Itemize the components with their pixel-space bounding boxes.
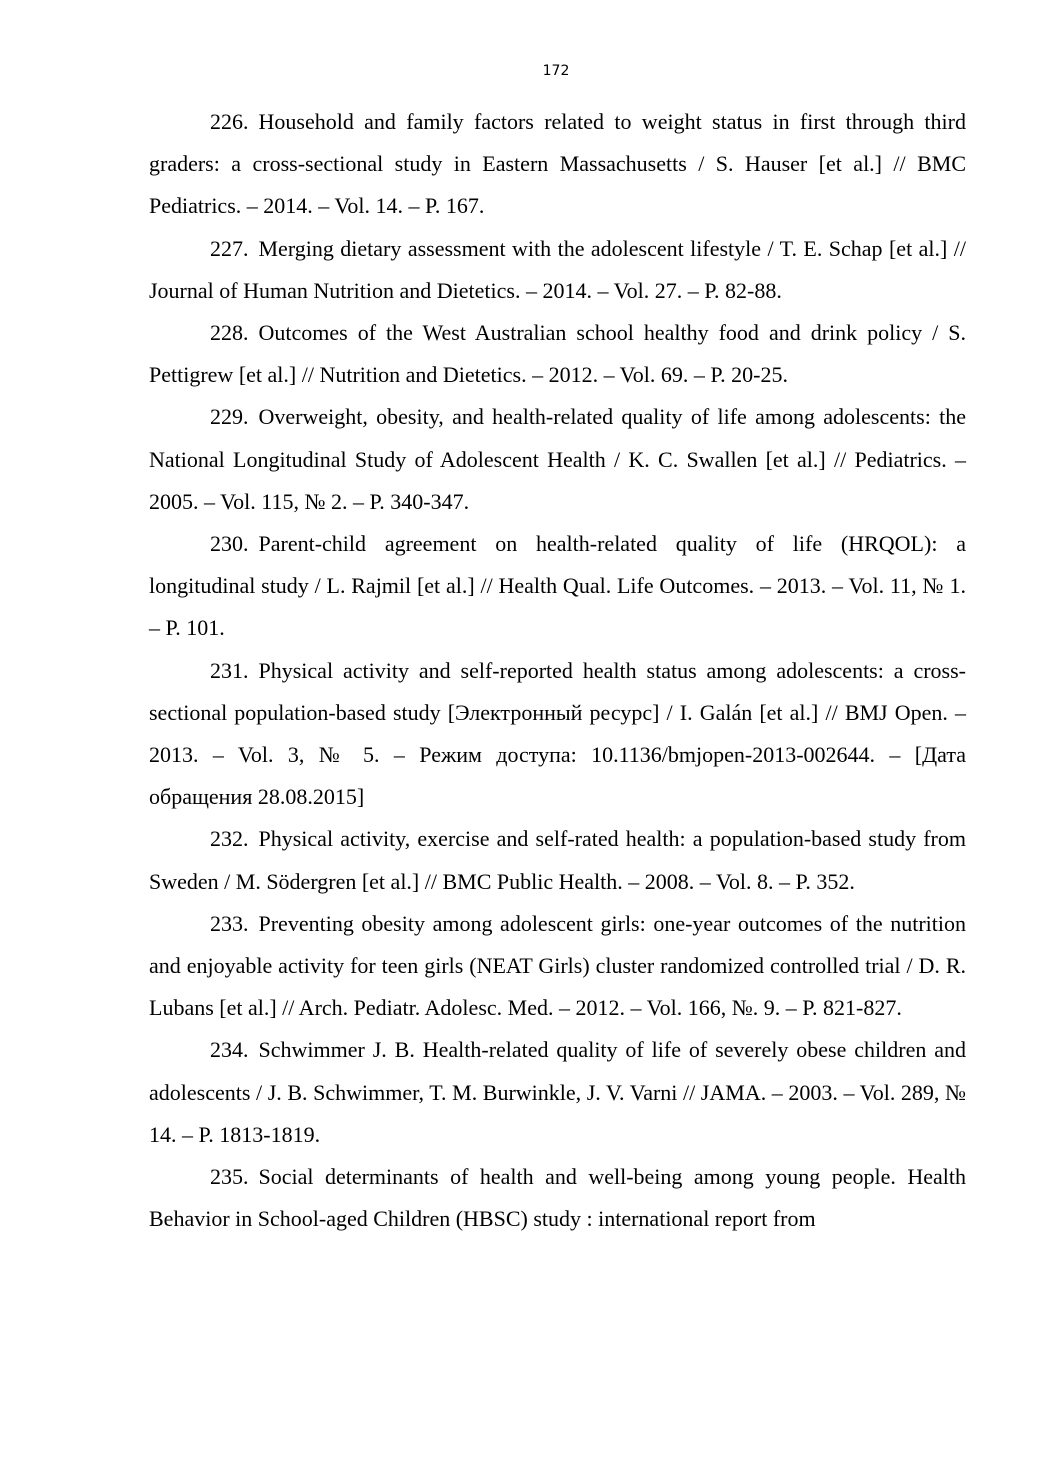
reference-item bbox=[149, 650, 966, 819]
reference-item bbox=[149, 101, 966, 228]
reference-item bbox=[149, 312, 966, 396]
reference-text: Household and family factors related to weight status in first through third graders: a cross-sectional study in Eastern Massachusetts / S. Hauser [et al.] // BMC Pediatrics. – 2014. – Vol. 14. – P. 167. bbox=[149, 109, 966, 219]
reference-item bbox=[149, 228, 966, 312]
reference-text: Schwimmer J. B. Health-related quality of life of severely obese children and adolescents / J. B. Schwimmer, T. M. Burwinkle, J. V. Varni // JAMA. – 2003. – Vol. 289, № 14. – P. 1813-1819. bbox=[149, 1037, 966, 1147]
reference-item bbox=[149, 1156, 966, 1240]
reference-text: Physical activity, exercise and self-rated health: a population-based study from Sweden / M. Södergren [et al.] // BMC Public Health. – 2008. – Vol. 8. – P. 352. bbox=[149, 826, 966, 894]
page-number: 172 bbox=[542, 63, 570, 79]
reference-item bbox=[149, 523, 966, 650]
reference-list bbox=[149, 101, 966, 1240]
reference-text: Social determinants of health and well-being among young people. Health Behavior in School-aged Children (HBSC) study : international report from bbox=[149, 1164, 966, 1232]
reference-text: Outcomes of the West Australian school healthy food and drink policy / S. Pettigrew [et al.] // Nutrition and Dietetics. – 2012. – Vol. 69. – P. 20-25. bbox=[149, 320, 966, 388]
reference-number: 234. bbox=[210, 1037, 249, 1063]
reference-text: Preventing obesity among adolescent girls: one-year outcomes of the nutrition and enjoyable activity for teen girls (NEAT Girls) cluster randomized controlled trial / D. R. Lubans [et al.] // Arch. Pediatr. Adolesc. Med. – 2012. – Vol. 166, №. 9. – P. 821-827. bbox=[149, 910, 966, 1021]
reference-text: Parent-child agreement on health-related quality of life (HRQOL): a longitudinal study / L. Rajmil [et al.] // Health Qual. Life Outcomes. – 2013. – Vol. 11, № 1. – P. 101. bbox=[149, 531, 966, 641]
reference-text: Merging dietary assessment with the adolescent lifestyle / T. E. Schap [et al.] // Journal of Human Nutrition and Dietetics. – 2014. – Vol. 27. – P. 82-88. bbox=[149, 235, 966, 303]
reference-number: 226. bbox=[210, 109, 249, 134]
reference-number: 232. bbox=[210, 826, 249, 852]
reference-item bbox=[149, 903, 966, 1030]
reference-item bbox=[149, 1029, 966, 1156]
reference-text: Overweight, obesity, and health-related quality of life among adolescents: the National Longitudinal Study of Adolescent Health / K. C. Swallen [et al.] // Pediatrics. – 2005. – Vol. 115, № 2. – P. 340-347. bbox=[149, 404, 966, 514]
reference-number: 235. bbox=[210, 1164, 249, 1190]
reference-item bbox=[149, 818, 966, 902]
reference-number: 229. bbox=[210, 404, 249, 430]
reference-item bbox=[149, 396, 966, 523]
reference-number: 233. bbox=[210, 910, 249, 936]
reference-number: 231. bbox=[210, 657, 249, 683]
reference-number: 228. bbox=[210, 320, 249, 346]
reference-number: 227. bbox=[210, 235, 249, 261]
reference-text: Physical activity and self-reported health status among adolescents: a cross-sectional population-based study [Электронный ресурс] / I. Galán [et al.] // BMJ Open. – 2013. – Vol. 3, № 5. – Режим доступа: 10.1136/bmjopen-2013-002644. – [Дата обращения 28.08.2015] bbox=[149, 657, 966, 810]
reference-number: 230. bbox=[210, 531, 249, 557]
